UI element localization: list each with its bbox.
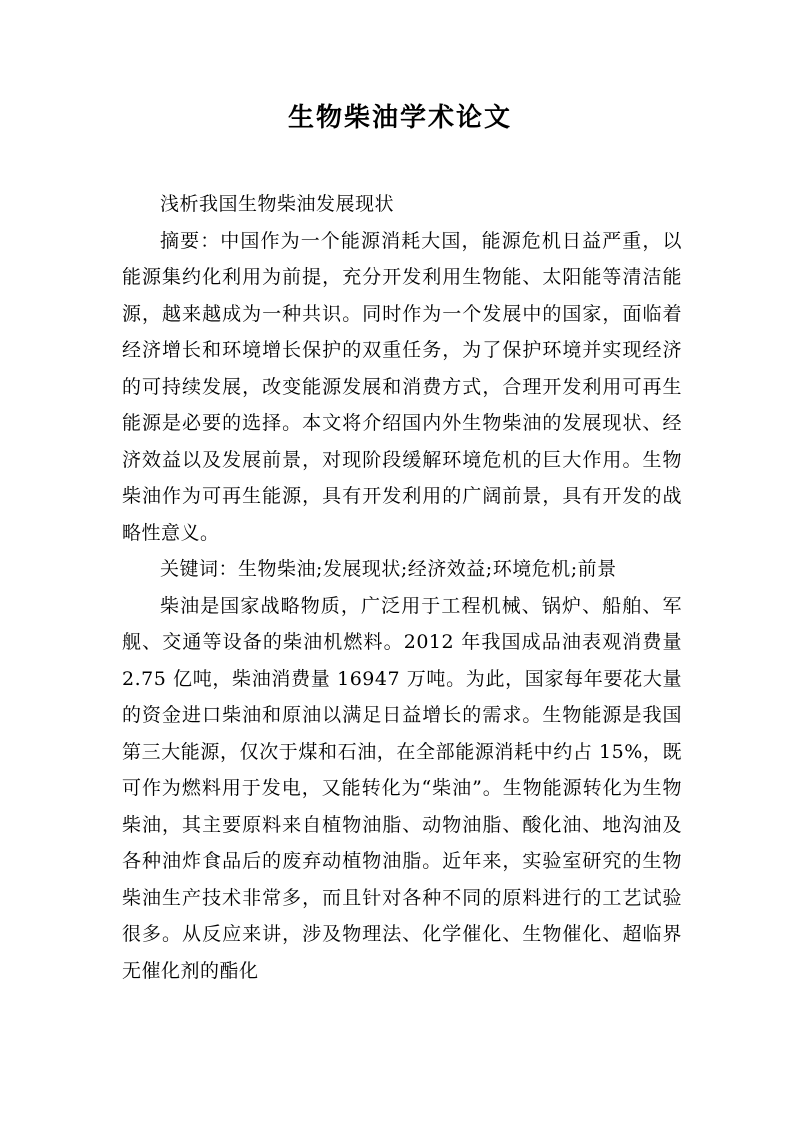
abstract-paragraph: 摘要：中国作为一个能源消耗大国，能源危机日益严重，以能源集约化利用为前提，充分开发利用生物能、太阳能等清洁能源，越来越成为一种共识。同时作为一个发展中的国家，面临着经济增长和环境增长保护的双重任务，为了保护环境并实现经济的可持续发展，改变能源发展和消费方式，合理开发利用可再生能源是必要的选择。本文将介绍国内外生物柴油的发展现状、经济效益以及发展前景，对现阶段缓解环境危机的巨大作用。生物柴油作为可再生能源，具有开发利用的广阔前景，具有开发的战略性意义。 (122, 229, 682, 544)
article-subtitle: 浅析我国生物柴油发展现状 (160, 193, 395, 215)
keywords-line: 关键词：生物柴油;发展现状;经济效益;环境危机;前景 (160, 558, 617, 580)
document-title: 生物柴油学术论文 (287, 103, 512, 133)
body-paragraph: 柴油是国家战略物质，广泛用于工程机械、锅炉、船舶、军舰、交通等设备的柴油机燃料。2012 年我国成品油表观消费量 2.75 亿吨，柴油消费量 16947 万吨。为此，国家每年要花大量的资金进口柴油和原油以满足日益增长的需求。生物能源是我国第三大能源，仅次于煤和石油，在全部能源消耗中约占 15%，既可作为燃料用于发电，又能转化为“柴油”。生物能源转化为生物柴油，其主要原料来自植物油脂、动物油脂、酸化油、地沟油及各种油炸食品后的废弃动植物油脂。近年来，实验室研究的生物柴油生产技术非常多，而且针对各种不同的原料进行的工艺试验很多。从反应来讲，涉及物理法、化学催化、生物催化、超临界无催化剂的酯化 (122, 594, 682, 982)
document-body (122, 186, 682, 989)
